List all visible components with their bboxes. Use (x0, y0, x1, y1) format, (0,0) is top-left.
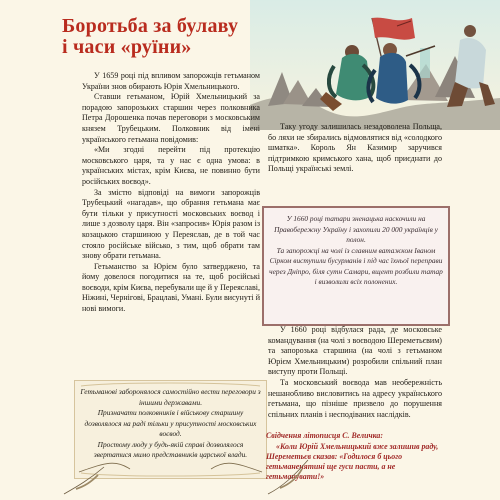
bottom-left-feather-icon (60, 455, 140, 497)
right-paragraph-2: Та московський воєвода мав необережність нешанобливо висловитись на адресу українського гетьмана, що пізніше призвело до порушення спільних планів і несподіваних наслідків. (268, 377, 442, 419)
title-line-1: Боротьба за булаву (62, 15, 239, 37)
left-paragraph-4: За змістю відповіді на вимоги запорожців Трубецький «нагадав», що обрання гетьмана має бути тільки у присутності московських воєвод і лише з дозволу царя. Він «запросив» Юрія разом із козацькою старшиною у Переяслав, де в той час стояло російське військо, з тим, щоб обрати там знову обрати гетьмана. (82, 187, 260, 261)
left-box-line-3: Простому люду у будь-якій справі дозволялося звертатися мимо представників царської влади. (93, 439, 248, 459)
title-line-2: і часи «руїни» (62, 36, 192, 58)
left-paragraph-2: Ставши гетьманом, Юрій Хмельницький за порадою запорозьких старшин через полковника Петра Дорошенка почав переговори з московським князем Трубецьким. Полковник від імені українського гетьмана повідомив: (82, 92, 260, 144)
right-column (268, 122, 442, 175)
cossack-illustration (250, 0, 500, 130)
left-paragraph-5: Гетьманство за Юрієм було затверджено, та йому довелося погодитися на те, щоб російські воєводи, крім Києва, перебували ще й у Переяславі, Ніжині, Чернігові, Брацлаві, Умані. Були висунуті й нові вимоги. (82, 261, 260, 314)
chronicler-text: «Коли Юрій Хмельницький вже залишив раду, Шереметьєв сказав: «Годилося б цього гетьманенятині ще гуси пасти, а не гетьманувати!» (266, 442, 439, 481)
right-lower-column (268, 325, 442, 420)
right-box-line-1: У 1660 році татари зненацька наскочили на Правобережну Україну і захопили 20 000 українців у полон. (274, 214, 438, 244)
right-box-line-2: Та запорожці на чолі із славним ватажком Іваном Сірком виступили бусурманів і під час їхньої переправи через Дніпро, біля сутн Самари, вщент розбили татар і визволили всіх полонених. (269, 245, 443, 286)
left-paragraph-1: У 1659 році під впливом запорожців гетьманом України знов обирають Юрія Хмельницького. (82, 71, 260, 91)
right-top-paragraph: Таку угоду залишилась незадоволена Польща, бо ляхи не збирались відмовлятися від «солодкого шматка». Король Ян Казимир заручився підтримкою кримського хана, щоб приєднати до Польщі українські землі. (268, 122, 442, 174)
left-box-line-2: Призначати полковників і військову старшину дозволялося на раді тільки у присутності московських воєвод. (84, 408, 257, 438)
left-paragraph-3: «Ми згодні перейти під протекцію московського царя, та у нас є одна умова: в українських містах, крім Києва, не повинно бути російських воєвод». (82, 145, 260, 186)
chronicler-heading: Свідчення літописця С. Величка: (266, 431, 383, 440)
right-tatars-box (262, 206, 450, 326)
left-box-line-1: Гетьманові заборонялося самостійно вести переговори з іншими державами. (80, 387, 261, 407)
left-column (82, 71, 260, 315)
right-paragraph-1: У 1660 році відбулася рада, де московське командування (на чолі з воєводою Шереметьєвим) та запорозька старшина (на чолі з гетьманом Юрієм Хмельницьким) розробили спільний план виступу проти Польщі. (268, 325, 442, 377)
bottom-right-feather-icon (262, 454, 334, 498)
page-title (62, 16, 252, 58)
